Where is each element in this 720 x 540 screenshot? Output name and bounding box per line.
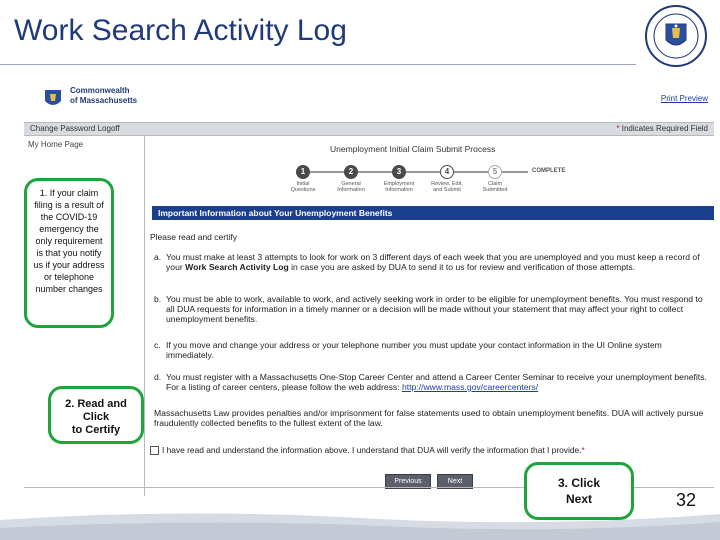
my-home-page-link[interactable]: My Home Page (28, 140, 84, 149)
item-c-label: c. (154, 340, 161, 350)
step-2-label: General Information (337, 181, 365, 193)
callout-read-certify (48, 386, 144, 444)
item-b-text: You must be able to work, available to work, and actively seeking work in order to be eligible for unemployment benefits. You must respond to all DUA requests for information in a timely manner or a decision will be made without your statement that may affect your right to collect unemployment benefits. (166, 294, 703, 324)
bottom-wave-decoration (0, 506, 720, 540)
step-1-label: Initial Questions (290, 181, 316, 193)
step-4-label: Review, Edit, and Submit (431, 181, 463, 193)
required-text: Indicates Required Field (621, 124, 708, 133)
next-button[interactable]: Next (437, 474, 473, 489)
account-links[interactable]: Change Password Logoff (30, 124, 120, 133)
top-nav-bar (24, 122, 714, 136)
step-1-indicator: 1 (296, 165, 310, 179)
massachusetts-seal-icon (644, 4, 708, 68)
step-5-label: Claim Submitted (482, 181, 508, 193)
step-3-indicator: 3 (392, 165, 406, 179)
step-4-indicator: 4 (440, 165, 454, 179)
step-connector (454, 171, 488, 173)
slide-title: Work Search Activity Log (14, 14, 347, 47)
career-centers-link[interactable]: http://www.mass.gov/careercenters/ (401, 382, 539, 392)
step-2-indicator: 2 (344, 165, 358, 179)
certify-text: I have read and understand the information above. I understand that DUA will verify the information that I provide. (162, 445, 582, 455)
required-field-note (616, 124, 708, 133)
certify-required-star: * (581, 445, 585, 455)
callout-2-line2: Click (82, 411, 110, 423)
item-d-text: You must register with a Massachusetts One-Stop Career Center and attend a Career Center Seminar to receive your unemployment benefits. For a listing of career centers, please follow the web address: (166, 372, 707, 392)
title-rule (0, 64, 636, 65)
step-5-indicator: 5 (488, 165, 502, 179)
step-connector (358, 171, 392, 173)
callout-2-line3: to Certify (71, 424, 121, 436)
item-a-text-1: You must make at least 3 attempts to look for work on 3 different days of each week that you are unemployed and you must keep a record of your (166, 252, 700, 272)
info-item-d (154, 372, 710, 392)
process-title: Unemployment Initial Claim Submit Process (330, 144, 496, 154)
section-header: Important Information about Your Unemployment Benefits (152, 206, 714, 220)
step-connector (502, 171, 528, 173)
item-b-label: b. (154, 294, 162, 304)
certify-row (150, 445, 585, 455)
state-logo-text (70, 86, 190, 106)
required-star: * (616, 124, 620, 133)
read-certify-label: Please read and certify (150, 232, 237, 242)
step-connector (310, 171, 344, 173)
callout-covid-note: 1. If your claim filing is a result of the COVID-19 emergency the only requirement is that you notify us if your address or telephone number changes (24, 178, 114, 328)
print-preview-link[interactable]: Print Preview (660, 94, 708, 103)
item-a-label: a. (154, 252, 162, 262)
complete-label: COMPLETE (532, 168, 566, 174)
slide-page-number: 32 (675, 490, 696, 510)
previous-button[interactable]: Previous (385, 474, 431, 489)
law-notice: Massachusetts Law provides penalties and/or imprisonment for false statements used to obtain unemployment benefits. DUA will actively pursue fraudulently collected benefits to the fullest extent of the law. (154, 408, 704, 428)
item-d-label: d. (154, 372, 162, 382)
logo-text-line2: of Massachusetts (70, 96, 138, 105)
step-connector (406, 171, 440, 173)
item-a-text-2: in case you are asked by DUA to send it to us for review and verification of those attempts. (288, 262, 636, 272)
callout-3-line2: Next (565, 492, 592, 506)
item-a-bold: Work Search Activity Log (185, 262, 289, 272)
info-item-a (154, 252, 710, 272)
logo-text-line1: Commonwealth (70, 86, 130, 95)
info-item-b (154, 294, 710, 324)
item-c-text: If you move and change your address or your telephone number you must update your contact information in the UI Online system immediately. (166, 340, 662, 360)
certify-checkbox[interactable] (150, 446, 159, 455)
callout-2-line1: 2. Read and (65, 398, 127, 410)
callout-3-line1: 3. Click (557, 476, 601, 490)
info-item-c (154, 340, 710, 360)
step-3-label: Employment Information (383, 181, 415, 193)
massachusetts-logo-icon (40, 86, 66, 112)
